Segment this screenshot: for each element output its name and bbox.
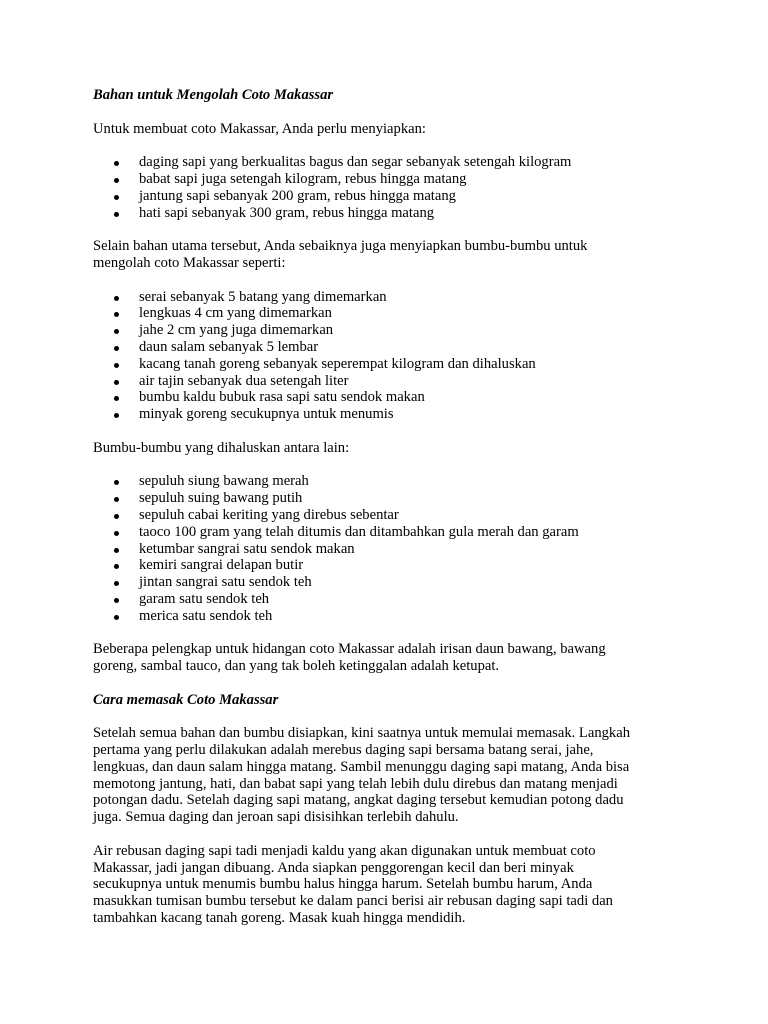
- bullet-icon: [114, 178, 119, 183]
- section-heading-cara: Cara memasak Coto Makassar: [93, 691, 279, 708]
- bullet-icon: [114, 413, 119, 418]
- bullet-icon: [114, 615, 119, 620]
- list-item: serai sebanyak 5 batang yang dimemarkan: [93, 289, 678, 306]
- bullet-icon: [114, 296, 119, 301]
- list-item: taoco 100 gram yang telah ditumis dan ditambahkan gula merah dan garam: [93, 524, 678, 541]
- list-item: minyak goreng secukupnya untuk menumis: [93, 406, 678, 423]
- list-item: jintan sangrai satu sendok teh: [93, 574, 678, 591]
- bullet-icon: [114, 212, 119, 217]
- bullet-icon: [114, 363, 119, 368]
- list-item: babat sapi juga setengah kilogram, rebus hingga matang: [93, 171, 678, 188]
- document-content: [93, 87, 678, 927]
- bullet-icon: [114, 312, 119, 317]
- list-item: merica satu sendok teh: [93, 608, 678, 625]
- bullet-icon: [114, 531, 119, 536]
- bumbu-intro-paragraph: Selain bahan utama tersebut, Anda sebaiknya juga menyiapkan bumbu-bumbu untuk mengolah coto Makassar seperti:: [93, 238, 588, 271]
- list-item: daun salam sebanyak 5 lembar: [93, 339, 678, 356]
- halus-intro-paragraph: Bumbu-bumbu yang dihaluskan antara lain:: [93, 439, 350, 456]
- bumbu-list: [93, 289, 678, 423]
- bullet-icon: [114, 564, 119, 569]
- cara-paragraph-1: Setelah semua bahan dan bumbu disiapkan, kini saatnya untuk memulai memasak. Langkah pertama yang perlu dilakukan adalah merebus daging sapi bersama batang serai, jahe, lengkuas, dan daun salam hingga matang. Sambil menunggu daging sapi matang, Anda bisa memotong jantung, hati, dan babat sapi yang telah lebih dulu direbus dan matang menjadi potongan dadu. Setelah daging sapi matang, angkat daging tersebut kemudian potong dadu juga. Semua daging dan jeroan sapi disisihkan terlebih dahulu.: [93, 725, 630, 826]
- bullet-icon: [114, 480, 119, 485]
- pelengkap-paragraph: Beberapa pelengkap untuk hidangan coto Makassar adalah irisan daun bawang, bawang goreng, sambal tauco, dan yang tak boleh ketinggalan adalah ketupat.: [93, 641, 606, 675]
- list-item: garam satu sendok teh: [93, 591, 678, 608]
- section-heading-bahan: Bahan untuk Mengolah Coto Makassar: [93, 87, 334, 103]
- bullet-icon: [114, 396, 119, 401]
- list-item: kacang tanah goreng sebanyak seperempat kilogram dan dihaluskan: [93, 356, 678, 373]
- list-item: lengkuas 4 cm yang dimemarkan: [93, 305, 678, 322]
- bullet-icon: [114, 514, 119, 519]
- list-item: kemiri sangrai delapan butir: [93, 557, 678, 574]
- bullet-icon: [114, 329, 119, 334]
- list-item: bumbu kaldu bubuk rasa sapi satu sendok makan: [93, 389, 678, 406]
- list-item: sepuluh siung bawang merah: [93, 473, 678, 490]
- ingredients-list: [93, 154, 678, 221]
- list-item: daging sapi yang berkualitas bagus dan segar sebanyak setengah kilogram: [93, 154, 678, 171]
- bullet-icon: [114, 195, 119, 200]
- list-item: hati sapi sebanyak 300 gram, rebus hingga matang: [93, 205, 678, 222]
- list-item: jantung sapi sebanyak 200 gram, rebus hingga matang: [93, 188, 678, 205]
- bullet-icon: [114, 581, 119, 586]
- bullet-icon: [114, 346, 119, 351]
- intro-paragraph: Untuk membuat coto Makassar, Anda perlu menyiapkan:: [93, 120, 426, 137]
- bullet-icon: [114, 598, 119, 603]
- list-item: air tajin sebanyak dua setengah liter: [93, 373, 678, 390]
- bumbu-halus-list: [93, 473, 678, 624]
- list-item: jahe 2 cm yang juga dimemarkan: [93, 322, 678, 339]
- bullet-icon: [114, 380, 119, 385]
- list-item: sepuluh suing bawang putih: [93, 490, 678, 507]
- list-item: ketumbar sangrai satu sendok makan: [93, 541, 678, 558]
- bullet-icon: [114, 161, 119, 166]
- cara-paragraph-2: Air rebusan daging sapi tadi menjadi kaldu yang akan digunakan untuk membuat coto Makassar, jadi jangan dibuang. Anda siapkan penggorengan kecil dan beri minyak secukupnya untuk menumis bumbu halus hingga harum. Setelah bumbu harum, Anda masukkan tumisan bumbu tersebut ke dalam panci berisi air rebusan daging sapi tadi dan tambahkan kacang tanah goreng. Masak kuah hingga mendidih.: [93, 842, 613, 927]
- bullet-icon: [114, 497, 119, 502]
- bullet-icon: [114, 548, 119, 553]
- list-item: sepuluh cabai keriting yang direbus sebentar: [93, 507, 678, 524]
